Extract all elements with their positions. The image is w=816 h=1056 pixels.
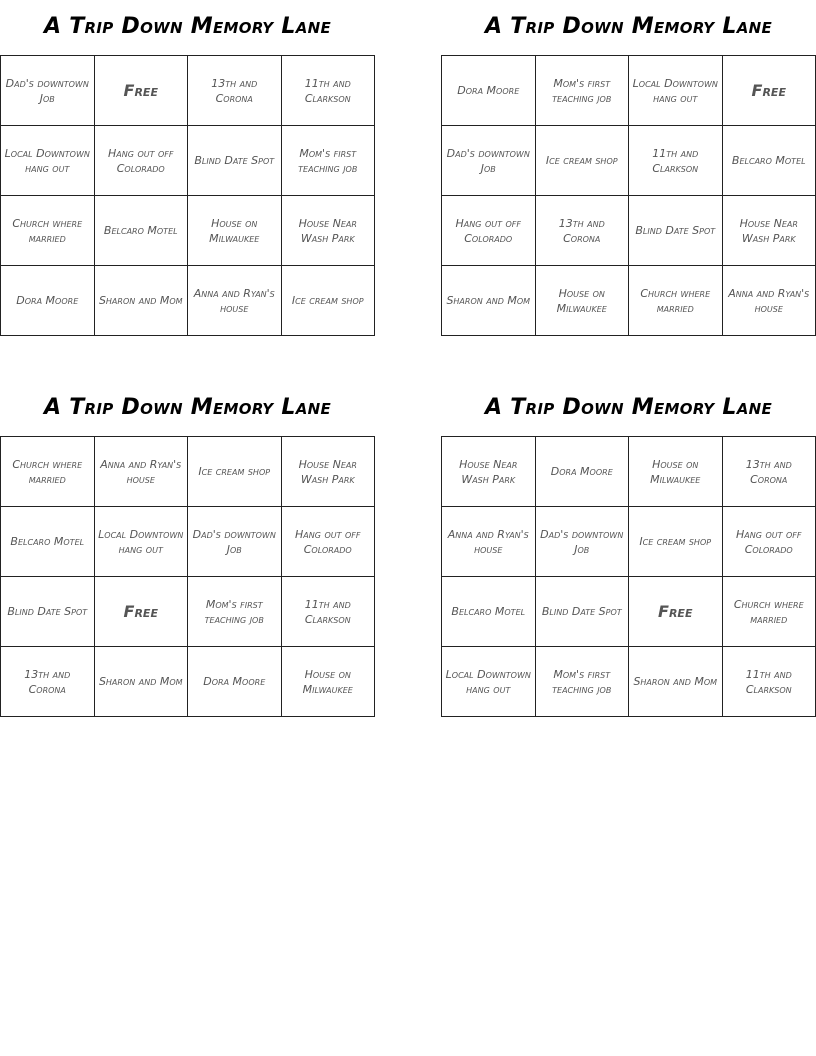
- bingo-cell: 11th and Clarkson: [281, 56, 375, 126]
- bingo-cell: House Near Wash Park: [442, 437, 536, 507]
- bingo-cell: Mom's first teaching job: [535, 56, 629, 126]
- bingo-row: [442, 577, 816, 647]
- bingo-cell: Blind Date Spot: [1, 577, 95, 647]
- bingo-row: [442, 437, 816, 507]
- bingo-row: [1, 126, 375, 196]
- bingo-grid: [441, 55, 816, 336]
- bingo-cell: Mom's first teaching job: [188, 577, 282, 647]
- bingo-cell: Mom's first teaching job: [281, 126, 375, 196]
- bingo-cell: House on Milwaukee: [629, 437, 723, 507]
- bingo-row: [1, 647, 375, 717]
- bingo-row: [442, 647, 816, 717]
- bingo-cell: Local Downtown hang out: [1, 126, 95, 196]
- bingo-cell: Anna and Ryan's house: [722, 266, 816, 336]
- free-space-cell: Free: [94, 56, 188, 126]
- bingo-row: [1, 266, 375, 336]
- bingo-row: [1, 56, 375, 126]
- bingo-cell: Local Downtown hang out: [629, 56, 723, 126]
- bingo-cell: 13th and Corona: [535, 196, 629, 266]
- bingo-cell: Dora Moore: [188, 647, 282, 717]
- bingo-cell: 13th and Corona: [722, 437, 816, 507]
- bingo-row: [1, 196, 375, 266]
- bingo-cell: Church where married: [722, 577, 816, 647]
- bingo-cell: 13th and Corona: [1, 647, 95, 717]
- bingo-grid: [0, 55, 375, 336]
- bingo-cell: 11th and Clarkson: [722, 647, 816, 717]
- bingo-cell: House on Milwaukee: [535, 266, 629, 336]
- bingo-grid: [0, 436, 375, 717]
- card-title: A Trip Down Memory Lane: [484, 395, 773, 420]
- bingo-cell: Ice cream shop: [188, 437, 282, 507]
- bingo-cell: Belcaro Motel: [1, 507, 95, 577]
- bingo-cell: Blind Date Spot: [629, 196, 723, 266]
- bingo-cell: Sharon and Mom: [94, 266, 188, 336]
- bingo-cell: Belcaro Motel: [94, 196, 188, 266]
- bingo-cell: Blind Date Spot: [188, 126, 282, 196]
- bingo-cell: Blind Date Spot: [535, 577, 629, 647]
- bingo-cell: Dora Moore: [535, 437, 629, 507]
- free-space-cell: Free: [94, 577, 188, 647]
- bingo-cell: Local Downtown hang out: [94, 507, 188, 577]
- bingo-card-4: [441, 395, 816, 717]
- bingo-cell: 11th and Clarkson: [281, 577, 375, 647]
- bingo-cell: Dad's downtown Job: [442, 126, 536, 196]
- bingo-cell: 11th and Clarkson: [629, 126, 723, 196]
- bingo-cell: Local Downtown hang out: [442, 647, 536, 717]
- bingo-cell: Church where married: [629, 266, 723, 336]
- bingo-cell: Hang out off Colorado: [722, 507, 816, 577]
- bingo-cell: Hang out off Colorado: [94, 126, 188, 196]
- bingo-row: [442, 507, 816, 577]
- bingo-cell: Belcaro Motel: [442, 577, 536, 647]
- bingo-cell: Dora Moore: [442, 56, 536, 126]
- bingo-cell: Ice cream shop: [535, 126, 629, 196]
- card-title: A Trip Down Memory Lane: [43, 14, 332, 39]
- bingo-card-3: [0, 395, 375, 717]
- bingo-cell: Church where married: [1, 437, 95, 507]
- bingo-cell: Church where married: [1, 196, 95, 266]
- bingo-cell: Hang out off Colorado: [281, 507, 375, 577]
- bingo-row: [442, 196, 816, 266]
- bingo-cell: Dad's downtown Job: [535, 507, 629, 577]
- bingo-cell: Sharon and Mom: [629, 647, 723, 717]
- bingo-row: [1, 577, 375, 647]
- bingo-cell: Dad's downtown Job: [1, 56, 95, 126]
- bingo-cell: Anna and Ryan's house: [442, 507, 536, 577]
- bingo-cell: House Near Wash Park: [722, 196, 816, 266]
- bingo-card-1: [0, 14, 375, 336]
- bingo-cell: Ice cream shop: [629, 507, 723, 577]
- bingo-cell: Anna and Ryan's house: [94, 437, 188, 507]
- bingo-row: [442, 56, 816, 126]
- bingo-cell: Sharon and Mom: [442, 266, 536, 336]
- bingo-row: [1, 507, 375, 577]
- card-title: A Trip Down Memory Lane: [484, 14, 773, 39]
- bingo-cell: Dora Moore: [1, 266, 95, 336]
- bingo-card-2: [441, 14, 816, 336]
- bingo-cell: Anna and Ryan's house: [188, 266, 282, 336]
- bingo-cell: House on Milwaukee: [188, 196, 282, 266]
- bingo-cell: House Near Wash Park: [281, 196, 375, 266]
- bingo-cell: Hang out off Colorado: [442, 196, 536, 266]
- bingo-cell: Belcaro Motel: [722, 126, 816, 196]
- bingo-row: [1, 437, 375, 507]
- bingo-cell: House Near Wash Park: [281, 437, 375, 507]
- bingo-grid: [441, 436, 816, 717]
- bingo-row: [442, 126, 816, 196]
- bingo-row: [442, 266, 816, 336]
- bingo-cell: 13th and Corona: [188, 56, 282, 126]
- bingo-cell: Sharon and Mom: [94, 647, 188, 717]
- bingo-cell: Dad's downtown Job: [188, 507, 282, 577]
- free-space-cell: Free: [722, 56, 816, 126]
- free-space-cell: Free: [629, 577, 723, 647]
- bingo-cell: House on Milwaukee: [281, 647, 375, 717]
- bingo-cell: Ice cream shop: [281, 266, 375, 336]
- card-title: A Trip Down Memory Lane: [43, 395, 332, 420]
- bingo-cell: Mom's first teaching job: [535, 647, 629, 717]
